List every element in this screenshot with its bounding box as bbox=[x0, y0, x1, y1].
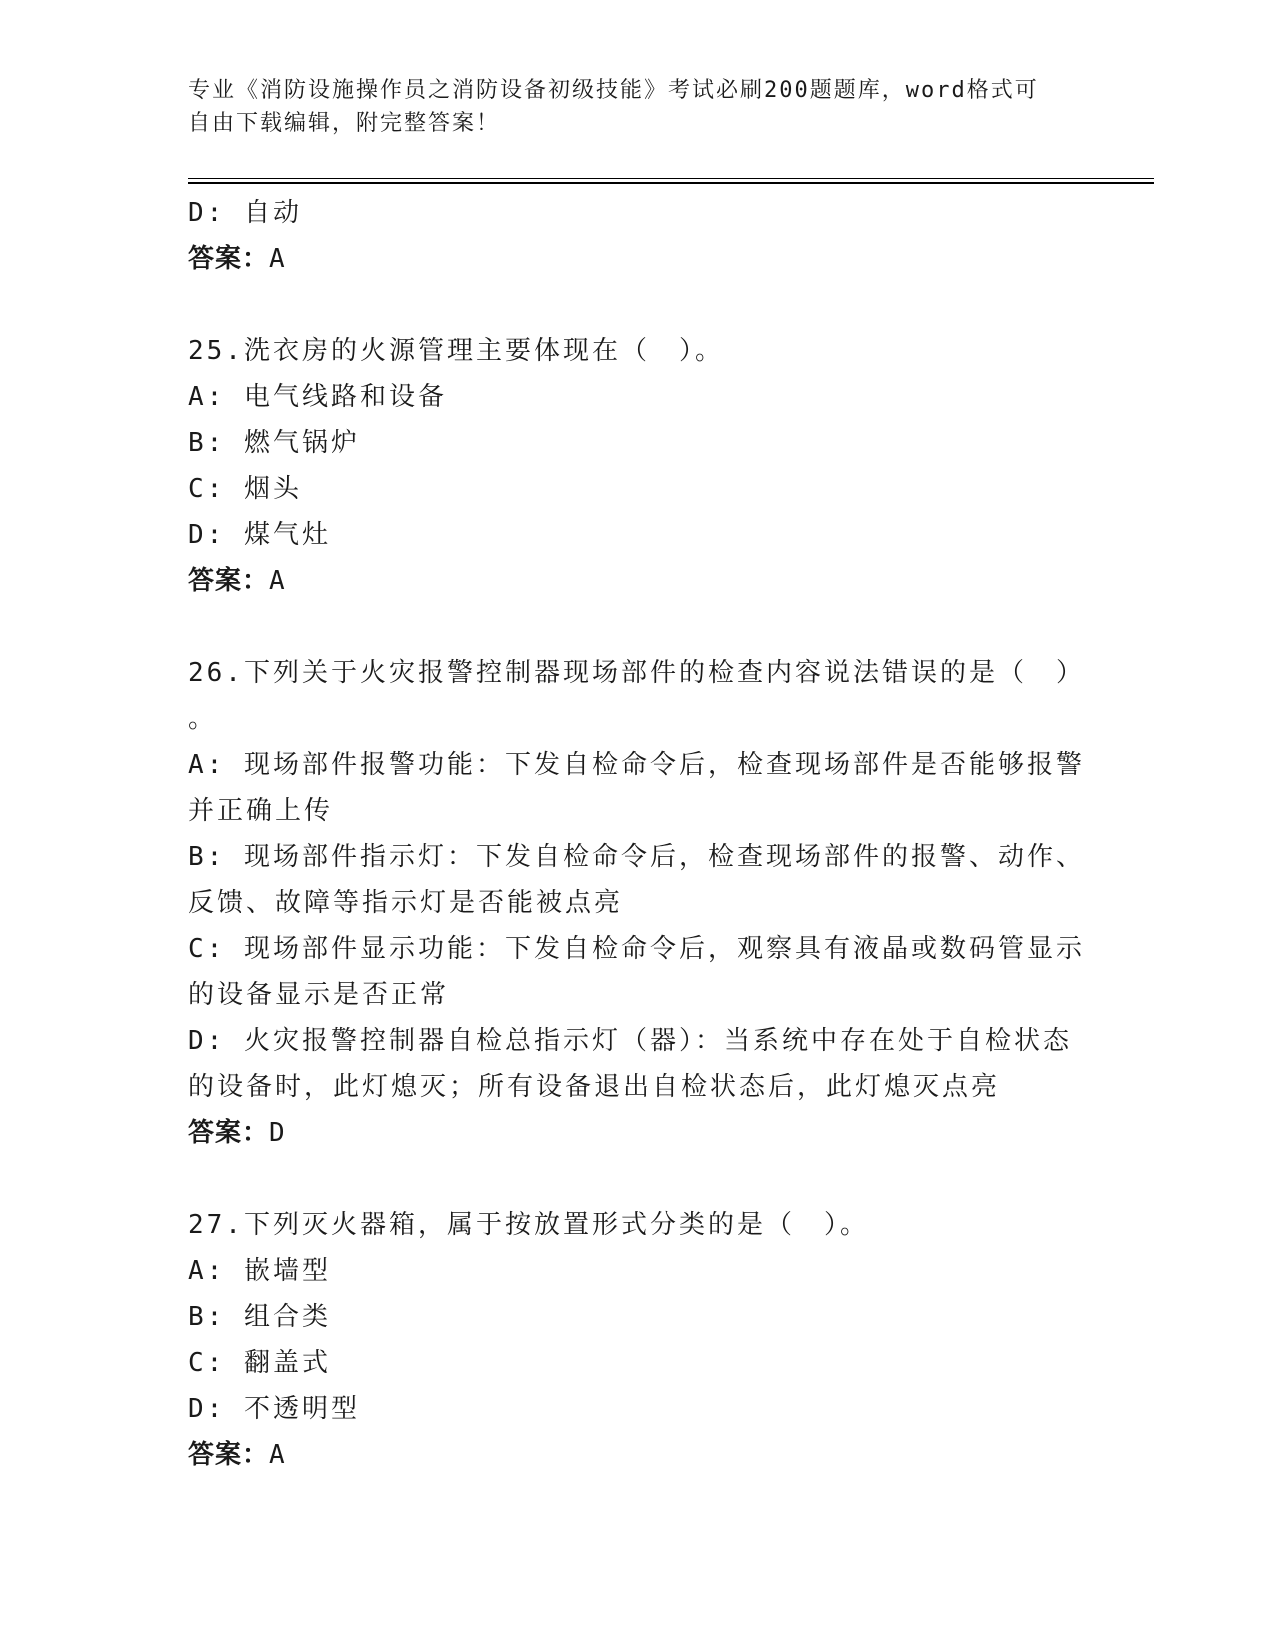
question-25-option-b: B: 燃气锅炉 bbox=[188, 428, 360, 458]
answer-label: 答案： bbox=[188, 1118, 270, 1148]
question-26-answer bbox=[188, 1110, 1088, 1156]
answer-value: A bbox=[269, 1440, 286, 1470]
question-26-option-d-line-2: 的设备时，此灯熄灭；所有设备退出自检状态后，此灯熄灭点亮 bbox=[188, 1072, 1001, 1102]
question-27-option-b: B: 组合类 bbox=[188, 1302, 331, 1332]
header-line-1: 专业《消防设施操作员之消防设备初级技能》考试必刷200题题库，word格式可 bbox=[188, 78, 1039, 103]
question-26-option-c-line-1: C: 现场部件显示功能：下发自检命令后，观察具有液晶或数码管显示 bbox=[188, 934, 1085, 964]
question-25-answer bbox=[188, 558, 1088, 604]
header-divider-thick bbox=[188, 182, 1154, 184]
question-27-title: 27.下列灭火器箱，属于按放置形式分类的是（ ）。 bbox=[188, 1210, 869, 1240]
document-body bbox=[188, 190, 1088, 1478]
prev-question-answer bbox=[188, 236, 1088, 282]
answer-label: 答案： bbox=[188, 566, 270, 596]
question-26-option-a-line-1: A: 现场部件报警功能：下发自检命令后，检查现场部件是否能够报警 bbox=[188, 750, 1085, 780]
question-27-option-d: D: 不透明型 bbox=[188, 1394, 360, 1424]
answer-value: D bbox=[269, 1118, 286, 1148]
question-27-answer bbox=[188, 1432, 1088, 1478]
question-26-option-b-line-1: B: 现场部件指示灯：下发自检命令后，检查现场部件的报警、动作、 bbox=[188, 842, 1085, 872]
answer-value: A bbox=[269, 566, 286, 596]
question-26-option-b-line-2: 反馈、故障等指示灯是否能被点亮 bbox=[188, 888, 624, 918]
header-divider-thin bbox=[188, 178, 1154, 179]
question-27-option-a: A: 嵌墙型 bbox=[188, 1256, 331, 1286]
question-25-option-d: D: 煤气灶 bbox=[188, 520, 331, 550]
question-25-option-a: A: 电气线路和设备 bbox=[188, 382, 447, 412]
document-header bbox=[188, 74, 1088, 140]
question-26-title-line-2: 。 bbox=[188, 704, 218, 734]
question-27-option-c: C: 翻盖式 bbox=[188, 1348, 331, 1378]
answer-label: 答案： bbox=[188, 1440, 270, 1470]
question-26-option-a-line-2: 并正确上传 bbox=[188, 796, 334, 826]
question-25-option-c: C: 烟头 bbox=[188, 474, 302, 504]
prev-question-option-d: D: 自动 bbox=[188, 198, 302, 228]
answer-label: 答案： bbox=[188, 244, 270, 274]
answer-value: A bbox=[269, 244, 286, 274]
header-line-2: 自由下载编辑，附完整答案！ bbox=[188, 111, 501, 136]
question-26-title-line-1: 26.下列关于火灾报警控制器现场部件的检查内容说法错误的是（ ） bbox=[188, 658, 1085, 688]
question-26-option-c-line-2: 的设备显示是否正常 bbox=[188, 980, 450, 1010]
question-25-title: 25.洗衣房的火源管理主要体现在（ ）。 bbox=[188, 336, 724, 366]
question-26-option-d-line-1: D: 火灾报警控制器自检总指示灯（器）：当系统中存在处于自检状态 bbox=[188, 1026, 1072, 1056]
